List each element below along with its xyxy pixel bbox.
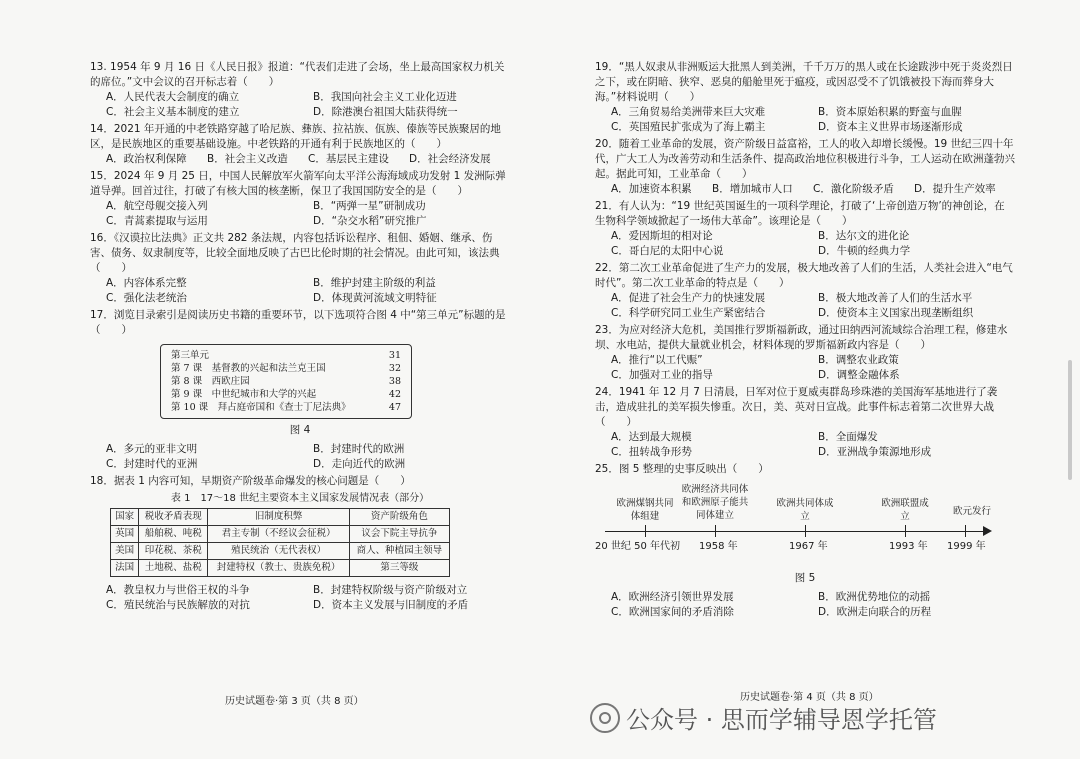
question-25 [595,462,1015,620]
option-c: C．哥白尼的太阳中心说 [611,245,724,257]
question-13 [90,60,510,120]
right-page [595,60,1015,622]
wechat-official-account-icon [590,703,620,733]
table-header-row [111,509,450,526]
option-c: C．强化法老统治 [106,292,187,304]
option-b: B．维护封建主阶级的利益 [313,277,436,289]
question-22 [595,261,1015,321]
question-stem: 19．“黑人奴隶从非洲贩运大批黑人到美洲，千千万万的黑人或在长途跋涉中死于炎炎烈日之下，或在阴暗、狭窄、恶臭的船舱里死于瘟疫，或因忍受不了饥饿被投下海而葬身大海。”材料说明（ ） [595,61,1013,103]
toc-lesson: 第 9 课 中世纪城市和大学的兴起 [171,389,317,400]
question-stem: 14．2021 年开通的中老铁路穿越了哈尼族、彝族、拉祜族、佤族、傣族等民族聚居的地区，是民族地区的重要基础设施。中老铁路的开通有利于民族地区的（ ） [90,123,501,150]
option-a: A．推行“以工代赈” [611,354,703,366]
option-b: B．全面爆发 [818,431,878,443]
question-stem: 16．《汉谟拉比法典》正文共 282 条法规，内容包括诉讼程序、租佃、婚姻、继承、伤害、债务、奴隶制度等，比较全面地反映了古巴比伦时期的社会情况。由此可知，该法典（ ） [90,232,500,274]
figure-label: 图 5 [794,572,816,584]
option-a: A．促进了社会生产力的快速发展 [611,292,766,304]
option-c: C．科学研究同工业生产紧密结合 [611,307,766,319]
toc-row [171,388,401,401]
toc-page: 32 [388,363,401,374]
options [595,291,1015,321]
timeline-event: 欧洲经济共同体和欧洲原子能共同体建立 [681,484,749,521]
question-stem: 23．为应对经济大危机，美国推行罗斯福新政，通过田纳西河流域综合治理工程，修建水坝、水电站，提供大量就业机会，材料体现的罗斯福新政内容是（ ） [595,324,1008,351]
option-d: D．调整金融体系 [818,369,900,381]
table-row [111,543,450,560]
option-d: D．社会经济发展 [409,153,491,165]
watermark [590,700,937,735]
option-a: A．加速资本积累 [611,183,692,195]
option-d: D．除港澳台祖国大陆获得统一 [313,106,458,118]
timeline-event: 欧洲共同体成立 [776,498,834,522]
option-d: D．亚洲战争策源地形成 [818,446,932,458]
question-stem: 24．1941 年 12 月 7 日清晨，日军对位于夏威夷群岛珍珠港的美国海军基地进行了袭击，造成驻扎的美军损失惨重。次日，美、英对日宣战。此事件标志着第二次世界大战（ ） [595,386,998,428]
table-cell: 土地税、盐税 [139,560,208,577]
question-14 [90,122,510,167]
option-a: A．多元的亚非文明 [106,443,198,455]
table-cell: 第三等级 [349,560,449,577]
column-header: 资产阶级角色 [349,509,449,526]
toc-page: 38 [388,376,401,387]
table-cell: 英国 [111,526,139,543]
question-stem: 18．据表 1 内容可知，早期资产阶级革命爆发的核心问题是（ ） [90,475,411,487]
question-stem: 15．2024 年 9 月 25 日，中国人民解放军火箭军向太平洋公海海域成功发射 1 发洲际弹道导弹。回首过往，打破了有核大国的核垄断，保卫了我国国防安全的是（ ） [90,170,506,197]
toc-unit-title: 第三单元 [171,350,210,361]
option-c: C．英国殖民扩张成为了海上霸主 [611,121,766,133]
option-b: B．社会主义改造 [207,153,288,165]
option-c: C．扭转战争形势 [611,446,692,458]
option-b: B．资本原始积累的野蛮与血腥 [818,106,962,118]
question-stem: 22．第二次工业革命促进了生产力的发展，极大地改善了人们的生活，人类社会进入“电气时代”。第二次工业革命的特点是（ ） [595,262,1013,289]
toc-lesson: 第 8 课 西欧庄园 [171,376,250,387]
option-b: B．达尔文的进化论 [818,230,910,242]
question-stem: 13. 1954 年 9 月 16 日《人民日报》报道：“代表们走进了会场，坐上最高国家权力机关的席位。”文中会议的召开标志着（ ） [90,61,505,88]
toc-page: 47 [388,402,401,413]
options [595,353,1015,383]
timeline-axis [605,531,985,532]
option-a: A．爱因斯坦的相对论 [611,230,713,242]
column-header: 旧制度积弊 [208,509,349,526]
table-caption: 表 1 17～18 世纪主要资本主义国家发展情况表（部分） [170,493,430,504]
toc-page: 31 [388,350,401,361]
left-page [90,60,510,615]
toc-row [171,375,401,388]
question-19 [595,60,1015,135]
timeline-year: 20 世纪 50 年代初 [595,541,680,552]
options [595,182,1015,197]
toc-scroll-figure [160,344,412,419]
options [595,430,1015,460]
toc-page: 42 [388,389,401,400]
question-15 [90,169,510,229]
options [595,105,1015,135]
option-d: D．提升生产效率 [914,183,996,195]
option-b: B．我国向社会主义工业化迈进 [313,91,457,103]
option-b: B．封建时代的欧洲 [313,443,405,455]
page-footer-left: 历史试题卷·第 3 页（共 8 页） [225,696,364,707]
table-cell: 法国 [111,560,139,577]
question-20 [595,137,1015,197]
table-cell: 君主专制（不经议会征税） [208,526,349,543]
question-21 [595,199,1015,259]
options [595,229,1015,259]
table-cell: 印花税、茶税 [139,543,208,560]
option-d: D．牛顿的经典力学 [818,245,911,257]
option-c: C．社会主义基本制度的建立 [106,106,240,118]
timeline-event: 欧洲联盟成立 [881,498,929,522]
option-d: D．体现黄河流域文明特征 [313,292,437,304]
toc-lesson: 第 7 课 基督教的兴起和法兰克王国 [171,363,326,374]
option-d: D．使资本主义国家出现垄断组织 [818,307,974,319]
option-b: B．调整农业政策 [818,354,899,366]
option-c: C．殖民统治与民族解放的对抗 [106,599,250,611]
option-d: D．欧洲走向联合的历程 [818,606,932,618]
question-24 [595,385,1015,460]
option-c: C．激化阶级矛盾 [813,183,894,195]
question-stem: 25．图 5 整理的史事反映出（ ） [595,463,769,475]
option-d: D．走向近代的欧洲 [313,458,406,470]
option-c: C．基层民主建设 [308,153,389,165]
option-b: B．“两弹一星”研制成功 [313,200,426,212]
option-d: D．资本主义世界市场逐渐形成 [818,121,963,133]
column-header: 税收矛盾表现 [139,509,208,526]
page-footer-right: 历史试题卷·第 4 页（共 8 页） [740,692,879,703]
option-a: A．人民代表大会制度的确立 [106,91,240,103]
figure-label: 图 4 [289,424,311,436]
table-cell: 船舶税、吨税 [139,526,208,543]
option-b: B．极大地改善了人们的生活水平 [818,292,973,304]
timeline-year: 1999 年 [947,541,986,552]
question-18 [90,474,510,613]
timeline-tick [805,525,806,537]
options [595,590,1015,620]
option-c: C．加强对工业的指导 [611,369,713,381]
watermark-text: 公众号 · 思而学辅导恩学托管 [626,706,937,734]
option-d: D．资本主义发展与旧制度的矛盾 [313,599,469,611]
table-cell: 封建特权（教士、贵族免税） [208,560,349,577]
scrollbar[interactable] [1068,360,1072,480]
options [90,199,510,229]
options [90,583,510,613]
arrow-right-icon [983,526,992,536]
options [90,152,510,167]
option-b: B．欧洲优势地位的动摇 [818,591,931,603]
question-17 [90,308,510,472]
option-a: A．教皇权力与世俗王权的斗争 [106,584,250,596]
question-stem: 20．随着工业革命的发展，资产阶级日益富裕，工人的收入却增长缓慢。19 世纪三四十年代，广大工人为改善劳动和生活条件、提高政治地位积极进行斗争，工人运动在欧洲蓬勃兴起。据此可知，工业革命（ ） [595,138,1015,180]
timeline-event: 欧元发行 [952,506,991,517]
question-16 [90,231,510,306]
option-c: C．欧洲国家间的矛盾消除 [611,606,734,618]
option-a: A．内容体系完整 [106,277,187,289]
option-b: B．增加城市人口 [712,183,793,195]
timeline-event: 欧洲煤钢共同体组建 [616,498,674,522]
option-a: A．欧洲经济引领世界发展 [611,591,734,603]
option-a: A．航空母舰交接入列 [106,200,208,212]
timeline-tick [715,525,716,537]
question-stem: 17．浏览目录索引是阅读历史书籍的重要环节，以下选项符合图 4 中“第三单元”标题的是（ ） [90,309,506,336]
table-cell: 议会下院主导抗争 [349,526,449,543]
options [90,276,510,306]
toc-row [171,362,401,375]
option-c: C．青蒿素提取与运用 [106,215,208,227]
option-a: A．三角贸易给美洲带来巨大灾难 [611,106,766,118]
table-row [111,560,450,577]
toc-row [171,401,401,414]
timeline-tick [905,525,906,537]
table-cell: 商人、种植园主领导 [349,543,449,560]
question-23 [595,323,1015,383]
timeline-tick [965,525,966,537]
timeline-tick [645,525,646,537]
option-c: C．封建时代的亚洲 [106,458,198,470]
table-cell: 美国 [111,543,139,560]
option-b: B．封建特权阶级与资产阶级对立 [313,584,468,596]
toc-unit-row [171,349,401,362]
timeline-year: 1967 年 [789,541,828,552]
data-table [110,508,450,577]
options [90,90,510,120]
timeline-figure [595,483,1015,569]
option-d: D．“杂交水稻”研究推广 [313,215,427,227]
option-a: A．达到最大规模 [611,431,692,443]
option-a: A．政治权利保障 [106,153,187,165]
timeline-year: 1993 年 [889,541,928,552]
toc-lesson: 第 10 课 拜占庭帝国和《查士丁尼法典》 [171,402,351,413]
timeline-year: 1958 年 [699,541,738,552]
question-stem: 21．有人认为：“19 世纪英国诞生的一项科学理论，打破了‘上帝创造万物’的神创论，在生物科学领域掀起了一场伟大革命”。该理论是（ ） [595,200,1005,227]
column-header: 国家 [111,509,139,526]
table-row [111,526,450,543]
options [90,442,510,472]
table-cell: 殖民统治（无代表权） [208,543,349,560]
